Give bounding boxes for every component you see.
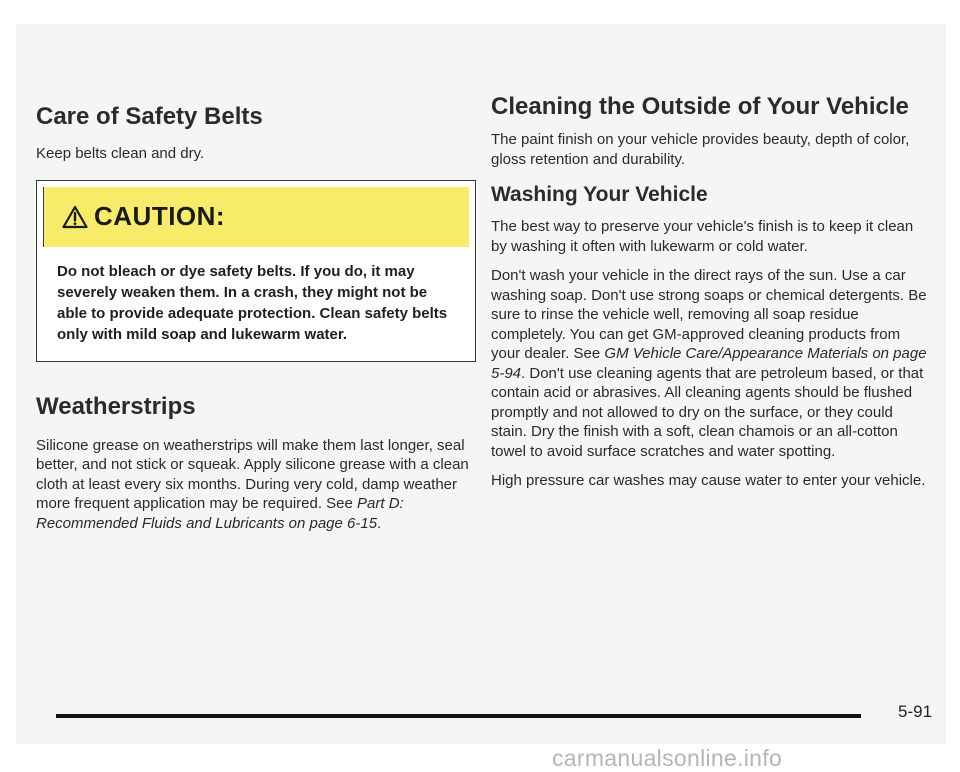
right-column	[491, 92, 931, 491]
care-appearance-reference: GM Vehicle Care/Appearance Materials on page 5-94	[491, 345, 927, 382]
page-number: 5-91	[898, 702, 933, 721]
weatherstrips-text	[36, 436, 476, 534]
weatherstrips-heading: Weatherstrips	[36, 392, 196, 420]
washing-p2-start: Don't wash your vehicle in the direct rays of the sun. Use a car washing soap. Don't use strong soaps or chemical detergents. Be sure to rinse the vehicle well, removing all soap residue completely. You can get GM-approved cleaning products from your dealer. See	[491, 267, 927, 362]
left-column	[36, 102, 476, 533]
washing-paragraph-2	[491, 266, 931, 461]
manual-page	[16, 24, 946, 744]
washing-p2-end: . Don't use cleaning agents that are petroleum based, or that contain acid or abrasives. All cleaning agents should be flushed promptly and not allowed to dry on the surface, or they could stain. Dry the finish with a soft, clean chamois or an all-cotton towel to avoid surface scratches and water spotting.	[491, 364, 924, 460]
care-of-safety-belts-heading: Care of Safety Belts	[36, 103, 263, 130]
footer-rule	[56, 714, 861, 718]
caution-box	[36, 180, 476, 362]
watermark: carmanualsonline.info	[552, 745, 783, 771]
warning-triangle-icon	[62, 205, 88, 229]
washing-your-vehicle-heading: Washing Your Vehicle	[491, 183, 708, 206]
recommended-fluids-reference: Part D: Recommended Fluids and Lubricants on page 6-15	[36, 495, 404, 532]
caution-body-text: Do not bleach or dye safety belts. If you do, it may severely weaken them. In a crash, they might not be able to provide adequate protection. Clean safety belts only with mild soap and lukewarm water.	[57, 262, 448, 343]
washing-paragraph-1: The best way to preserve your vehicle's finish is to keep it clean by washing it often with lukewarm or cold water.	[491, 218, 914, 255]
weatherstrips-end: .	[377, 514, 382, 532]
keep-belts-clean-text: Keep belts clean and dry.	[36, 145, 205, 162]
paint-finish-text: The paint finish on your vehicle provides beauty, depth of color, gloss retention and durability.	[491, 131, 910, 168]
washing-paragraph-3: High pressure car washes may cause water to enter your vehicle.	[491, 472, 926, 489]
caution-title: CAUTION:	[94, 201, 226, 231]
weatherstrips-body: Silicone grease on weatherstrips will make them last longer, seal better, and not stick or squeak. Apply silicone grease with a clean cloth at least every six months. During very cold, damp weather more frequent application may be required. See	[36, 436, 469, 512]
caution-header	[43, 187, 469, 247]
cleaning-outside-heading: Cleaning the Outside of Your Vehicle	[491, 93, 909, 120]
